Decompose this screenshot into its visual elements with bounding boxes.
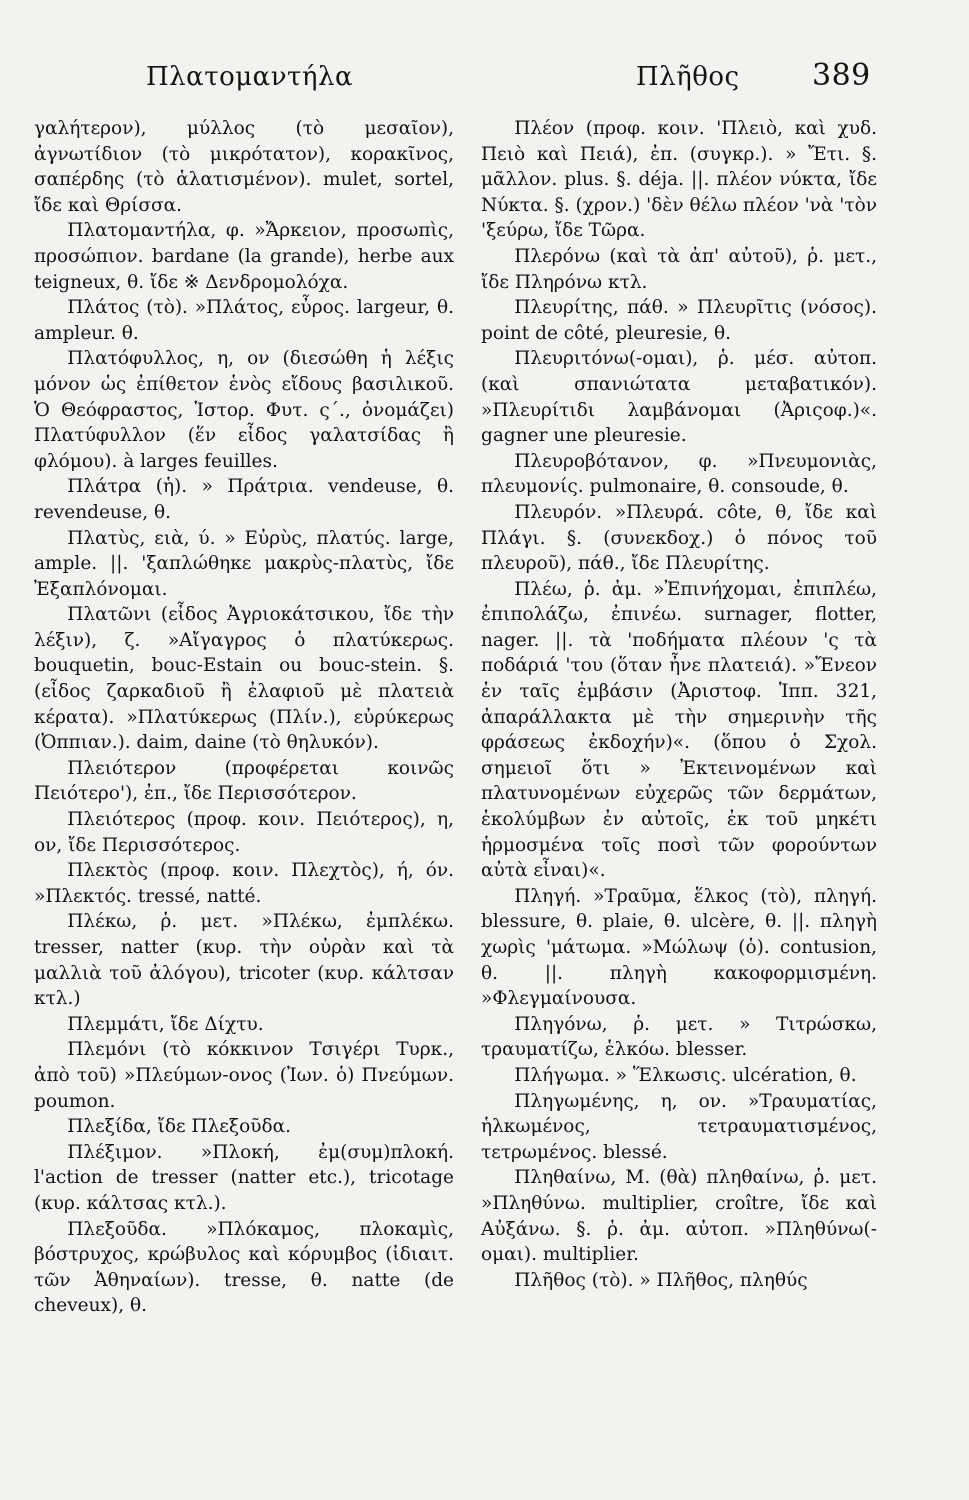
entry: Πλῆθος (τὸ). » Πλῆθος, πληθύς bbox=[514, 1269, 808, 1291]
entry: Πλειότερος (προφ. κοιν. Πειότερος), η, ον, ἴδε Περισσότερος. bbox=[34, 809, 454, 856]
left-column bbox=[34, 116, 454, 1319]
entry: Πλευριτόνω(-ομαι), ῥ. μέσ. αὐτοπ. (καὶ σπανιώτατα μεταβατικόν). »Πλευρίτιδι λαμβάνομαι (Ἀριςοφ.)«. gagner une pleuresie. bbox=[481, 348, 877, 447]
page-number: 389 bbox=[812, 58, 871, 93]
entry: Πλήγωμα. » Ἕλκωσις. ulcération, θ. bbox=[514, 1064, 857, 1086]
entry: Πλατῶνι (εἶδος Ἀγριοκάτσικου, ἴδε τὴν λέξιν), ζ. »Αἴγαγρος ὁ πλατύκερως. bouquetin, bouc-Estain ou bouc-stein. §. (εἶδος ζαρκαδιοῦ ἢ ἐλαφιοῦ μὲ πλατειὰ κέρατα). »Πλατύκερως (Πλίν.), εὐρύκερως (Ὀππιαν.). daim, daine (τὸ θηλυκόν). bbox=[34, 604, 454, 754]
entry: Πλατόφυλλος, η, ον (διεσώθη ἡ λέξις μόνον ὡς ἐπίθετον ἑνὸς εἴδους βασιλικοῦ. Ὁ Θεόφραστος, Ἱστορ. Φυτ. ς΄., ὀνομάζει) Πλατύφυλλον (ἕν εἶδος γαλατσίδας ἢ φλόμου). à larges feuilles. bbox=[34, 348, 454, 472]
running-head-right: Πλῆθος bbox=[636, 62, 740, 92]
entry: Πλεξοῦδα. »Πλόκαμος, πλοκαμὶς, βόστρυχος, κρώβυλος καὶ κόρυμβος (ἰδιαιτ. τῶν Ἀθηναίων). tresse, θ. natte (de cheveux), θ. bbox=[34, 1218, 454, 1317]
entry: Πλατὺς, ειὰ, ύ. » Εὐρὺς, πλατύς. large, ample. ||. 'ξαπλώθηκε μακρὺς-πλατὺς, ἴδε Ἐξαπλόνομαι. bbox=[34, 527, 454, 600]
entry: Πληγή. »Τραῦμα, ἕλκος (τὸ), πληγή. blessure, θ. plaie, θ. ulcère, θ. ||. πληγὴ χωρὶς 'μάτωμα. »Μώλωψ (ὁ). contusion, θ. ||. πληγὴ κακοφορμισμένη. »Φλεγμαίνουσα. bbox=[481, 885, 877, 1010]
entry: Πλεμμάτι, ἴδε Δίχτυ. bbox=[67, 1013, 264, 1035]
entry: Πλάτρα (ἡ). » Πράτρια. vendeuse, θ. revendeuse, θ. bbox=[34, 476, 454, 523]
entry: Πλέκω, ῥ. μετ. »Πλέκω, ἐμπλέκω. tresser, natter (κυρ. τὴν οὐρὰν καὶ τὰ μαλλιὰ τοῦ ἀλόγου), tricoter (κυρ. κάλτσαν κτλ.) bbox=[34, 911, 454, 1010]
entry: Πλέον (προφ. κοιν. 'Πλειὸ, καὶ χυδ. Πειὸ καὶ Πειά), ἐπ. (συγκρ.). » Ἔτι. §. μᾶλλον. plus. §. déja. ||. πλέον νύκτα, ἴδε Νύκτα. §. (χρον.) 'δὲν θέλω πλέον 'νὰ 'τὸν 'ξεύρω, ἴδε Τῶρα. bbox=[481, 118, 877, 242]
entry: Πλευρίτης, πάθ. » Πλευρῖτις (νόσος). point de côté, pleuresie, θ. bbox=[481, 297, 877, 344]
entry: Πλευροβότανον, φ. »Πνευμονιὰς, πλευμονίς. pulmonaire, θ. consoude, θ. bbox=[481, 450, 877, 498]
entry: Πληγωμένης, η, ον. »Τραυματίας, ἡλκωμένος, τετραυματισμένος, τετρωμένος. blessé. bbox=[481, 1090, 877, 1163]
entry: Πληγόνω, ῥ. μετ. » Τιτρώσκω, τραυματίζω, ἑλκόω. blesser. bbox=[481, 1013, 877, 1061]
entry: Πλάτος (τὸ). »Πλάτος, εὖρος. largeur, θ. ampleur. θ. bbox=[34, 297, 454, 344]
entry: Πληθαίνω, Μ. (θὰ) πληθαίνω, ῥ. μετ. »Πληθύνω. multiplier, croître, ἴδε καὶ Αὐξάνω. §. ῥ. ἀμ. αὐτοπ. »Πληθύνω(-ομαι). multiplier. bbox=[481, 1167, 877, 1266]
entry: Πλεμόνι (τὸ κόκκινον Τσιγέρι Τυρκ., ἀπὸ τοῦ) »Πλεύμων-ονος (Ἰων. ὁ) Πνεύμων. poumon. bbox=[34, 1039, 454, 1112]
entry: Πλατομαντήλα, φ. »Ἄρκειον, προσωπὶς, προσώπιον. bardane (la grande), herbe aux teigneux, θ. ἴδε ※ Δενδρομολόχα. bbox=[34, 220, 454, 293]
right-column bbox=[481, 116, 877, 1293]
entry: Πλέξιμον. »Πλοκή, ἐμ(συμ)πλοκή. l'action de tresser (natter etc.), tricotage (κυρ. κάλτσας κτλ.). bbox=[34, 1141, 454, 1214]
entry: Πλερόνω (καὶ τὰ ἀπ' αὐτοῦ), ῥ. μετ., ἴδε Πληρόνω κτλ. bbox=[481, 245, 877, 293]
entry: Πλειότερον (προφέρεται κοινῶς Πειότερο'), ἐπ., ἴδε Περισσότερον. bbox=[34, 757, 454, 805]
entry: Πλεκτὸς (προφ. κοιν. Πλεχτὸς), ή, όν. »Πλεκτός. tressé, natté. bbox=[34, 860, 454, 907]
entry: Πλευρόν. »Πλευρά. côte, θ, ἴδε καὶ Πλάγι. §. (συνεκδοχ.) ὁ πόνος τοῦ πλευροῦ), πάθ., ἴδε Πλευρίτης. bbox=[481, 501, 877, 575]
entry: Πλέω, ῥ. ἀμ. »Ἐπινήχομαι, ἐπιπλέω, ἐπιπολάζω, ἐπινέω. surnager, flotter, nager. ||. τὰ 'ποδήματα πλέουν 'ς τὰ ποδάριά 'του (ὅταν ἦνε πλατειά). »Ἔνεον ἐν ταῖς ἐμβάσιν (Ἀριστοφ. Ἱππ. 321, ἀπαράλλακτα μὲ τὴν σημερινὴν τῆς φράσεως ἐκδοχήν)«. (ὅπου ὁ Σχολ. σημειοῖ ὅτι » Ἐκτεινομένων καὶ πλατυνομένων εὐχερῶς τῶν δερμάτων, ἐκολύμβων ἐν αὐτοῖς, ἐκ τοῦ μηκέτι ἡρμοσμένα τοῖς ποσὶ τῶν φορούντων αὐτὰ εἶναι)«. bbox=[481, 578, 877, 882]
entry-continuation: γαλήτερον), μύλλος (τὸ μεσαῖον), ἀγνωτίδιον (τὸ μικρότατον), κορακῖνος, σαπέρδης (τὸ ἁλατισμένον). mulet, sortel, ἴδε καὶ Θρίσσα. bbox=[34, 118, 454, 216]
running-head-left: Πλατομαντήλα bbox=[146, 62, 354, 92]
entry: Πλεξίδα, ἴδε Πλεξοῦδα. bbox=[67, 1116, 291, 1138]
